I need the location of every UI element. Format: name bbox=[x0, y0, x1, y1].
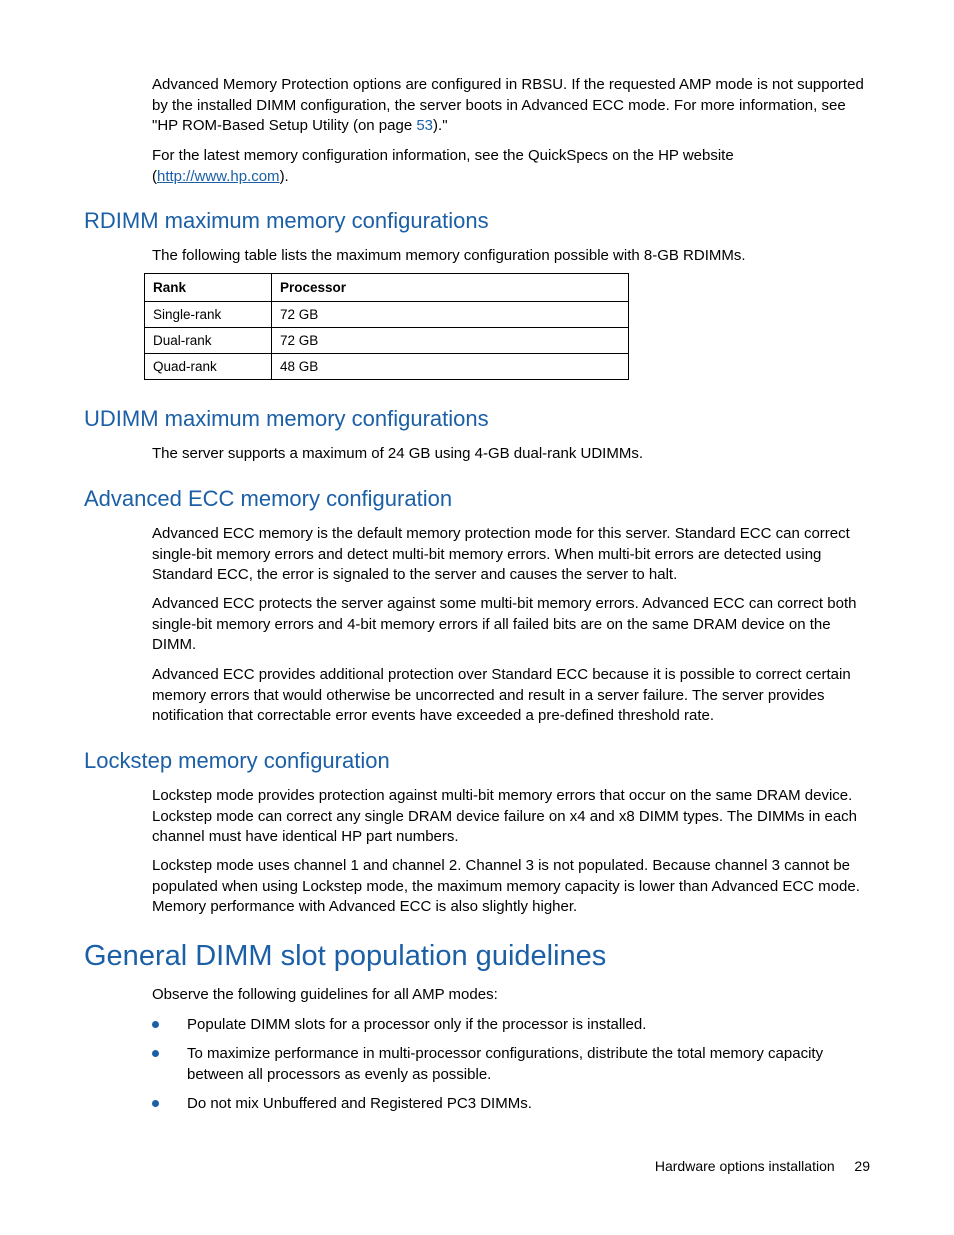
intro2-text-end: ). bbox=[279, 167, 289, 185]
page-link-53[interactable]: 53 bbox=[416, 117, 434, 134]
bullet-icon bbox=[152, 1050, 159, 1057]
intro-paragraph-1 bbox=[152, 75, 872, 137]
udimm-text: The server supports a maximum of 24 GB using 4-GB dual-rank UDIMMs. bbox=[152, 445, 644, 462]
list-item-text: Populate DIMM slots for a processor only if the processor is installed. bbox=[187, 1016, 647, 1033]
table-cell-rank: Dual-rank bbox=[145, 328, 272, 354]
table-cell-processor: 48 GB bbox=[272, 354, 629, 380]
general-intro: Observe the following guidelines for all AMP modes: bbox=[152, 986, 498, 1003]
udimm-heading: UDIMM maximum memory configurations bbox=[84, 406, 489, 431]
table-cell-rank: Single-rank bbox=[145, 302, 272, 328]
advecc-heading: Advanced ECC memory configuration bbox=[84, 486, 453, 511]
bullet-icon bbox=[152, 1021, 159, 1028]
advecc-paragraph-2: Advanced ECC protects the server against some multi-bit memory errors. Advanced ECC can correct both single-bit memory errors and 4-bit memory errors if all failed bits are on the same DRAM device on the DIMM. bbox=[152, 595, 857, 653]
table-cell-processor: 72 GB bbox=[272, 328, 629, 354]
page-number: 29 bbox=[854, 1158, 870, 1174]
lockstep-paragraph-2: Lockstep mode uses channel 1 and channel 2. Channel 3 is not populated. Because channel 3 cannot be populated when using Lockstep mode, the maximum memory capacity is lower than Advanced ECC mode. Memory performance with Advanced ECC is also slightly higher. bbox=[152, 857, 860, 915]
list-item-text: To maximize performance in multi-processor configurations, distribute the total memory capacity between all processors as evenly as possible. bbox=[187, 1045, 824, 1083]
intro-text-end: )." bbox=[433, 117, 448, 134]
page-footer bbox=[655, 1158, 870, 1174]
table-cell-processor: 72 GB bbox=[272, 302, 629, 328]
hp-website-link[interactable]: http://www.hp.com bbox=[157, 167, 280, 185]
bullet-icon bbox=[152, 1100, 159, 1107]
table-header-row bbox=[145, 274, 629, 302]
rdimm-table bbox=[144, 273, 629, 380]
footer-section: Hardware options installation bbox=[654, 1158, 835, 1174]
lockstep-paragraph-1: Lockstep mode provides protection against multi-bit memory errors that occur on the same DRAM device. Lockstep mode can correct any single DRAM device failure on x4 and x8 DIMM types. The DIMMs in each channel must have identical HP part numbers. bbox=[152, 787, 858, 845]
advecc-paragraph-1: Advanced ECC memory is the default memory protection mode for this server. Standard ECC can correct single-bit memory errors and detect multi-bit memory errors. When multi-bit errors are detected using Standard ECC, the error is signaled to the server and causes the server to halt. bbox=[152, 525, 850, 583]
table-row bbox=[145, 354, 629, 380]
table-row bbox=[145, 302, 629, 328]
intro2-text: For the latest memory configuration information, see the QuickSpecs on the HP website ( bbox=[152, 147, 734, 185]
general-heading: General DIMM slot population guidelines bbox=[84, 940, 607, 972]
intro-paragraph-2 bbox=[152, 146, 872, 187]
table-header-rank: Rank bbox=[145, 274, 272, 302]
rdimm-heading: RDIMM maximum memory configurations bbox=[84, 208, 489, 233]
table-row bbox=[145, 328, 629, 354]
advecc-paragraph-3: Advanced ECC provides additional protection over Standard ECC because it is possible to correct certain memory errors that would otherwise be uncorrected and result in a server failure. The server provides notification that correctable error events have exceeded a pre-defined threshold rate. bbox=[152, 666, 851, 724]
rdimm-text: The following table lists the maximum memory configuration possible with 8-GB RDIMMs. bbox=[152, 247, 746, 264]
table-header-processor: Processor bbox=[272, 274, 629, 302]
list-item-text: Do not mix Unbuffered and Registered PC3 DIMMs. bbox=[187, 1095, 532, 1112]
table-cell-rank: Quad-rank bbox=[145, 354, 272, 380]
intro-text: Advanced Memory Protection options are configured in RBSU. If the requested AMP mode is not supported by the installed DIMM configuration, the server boots in Advanced ECC mode. For more information, see "HP ROM-Based Setup Utility (on page bbox=[152, 76, 864, 134]
lockstep-heading: Lockstep memory configuration bbox=[84, 748, 390, 773]
